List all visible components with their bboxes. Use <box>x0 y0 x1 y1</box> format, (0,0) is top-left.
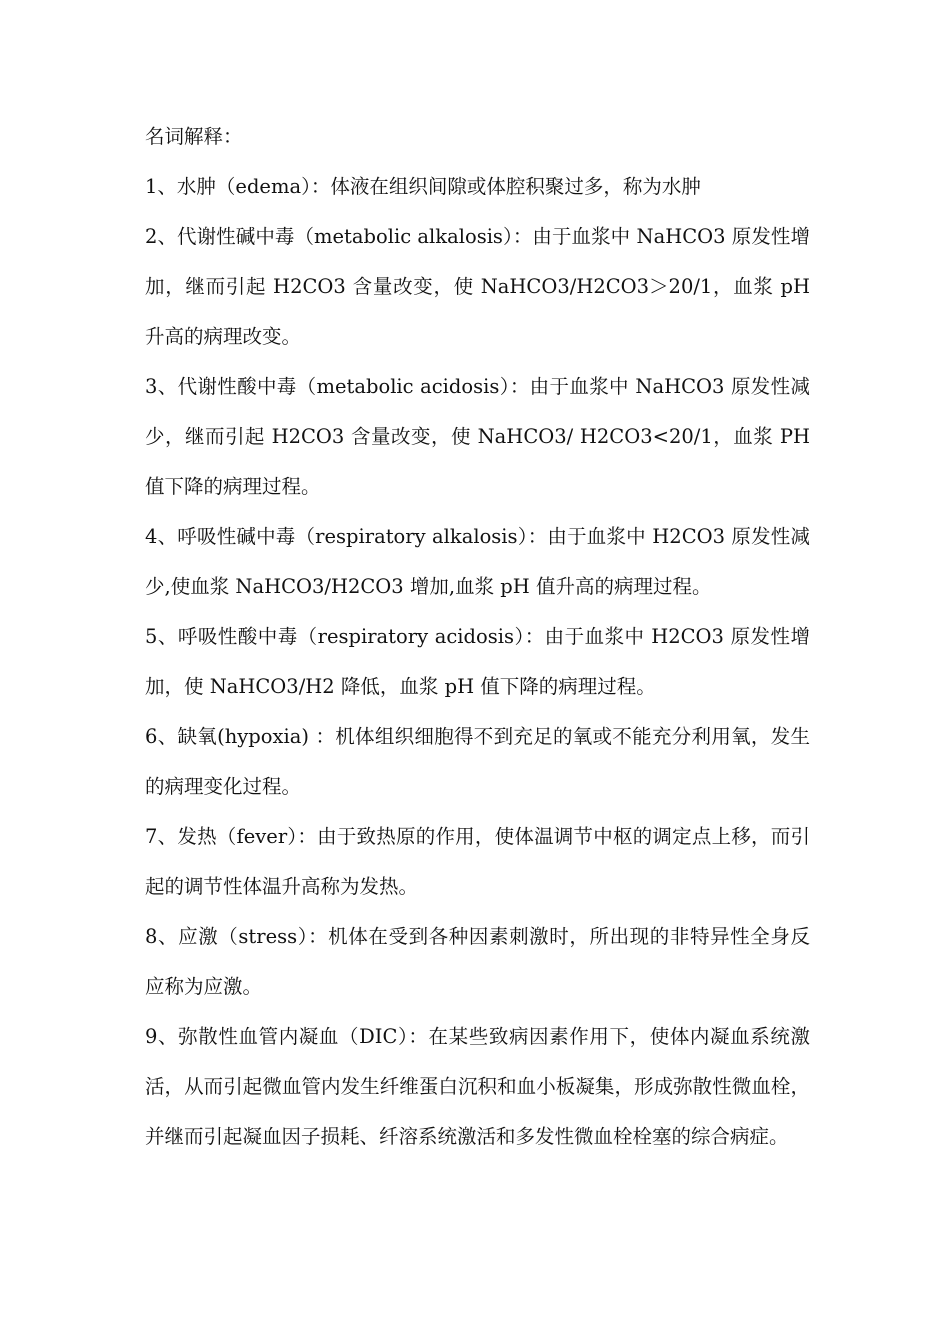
term-definition-hypoxia: 6、缺氧(hypoxia) ：机体组织细胞得不到充足的氧或不能充分利用氧，发生的病理变化过程。 <box>145 725 810 798</box>
term-definition-edema: 1、水肿（edema）：体液在组织间隙或体腔积聚过多，称为水肿 <box>145 175 701 198</box>
term-definition-respiratory-alkalosis: 4、呼吸性碱中毒（respiratory alkalosis）：由于血浆中 H2CO3 原发性减少,使血浆 NaHCO3/H2CO3 增加,血浆 pH 值升高的病理过程。 <box>145 525 810 598</box>
term-definition-metabolic-acidosis: 3、代谢性酸中毒（metabolic acidosis）：由于血浆中 NaHCO3 原发性减少，继而引起 H2CO3 含量改变，使 NaHCO3/ H2CO3<20/1，血浆 PH 值下降的病理过程。 <box>145 375 810 498</box>
term-definition-metabolic-alkalosis: 2、代谢性碱中毒（metabolic alkalosis）：由于血浆中 NaHCO3 原发性增加，继而引起 H2CO3 含量改变，使 NaHCO3/H2CO3＞20/1，血浆 pH 升高的病理改变。 <box>145 225 810 348</box>
term-definition-dic: 9、弥散性血管内凝血（DIC）：在某些致病因素作用下，使体内凝血系统激活，从而引起微血管内发生纤维蛋白沉积和血小板凝集，形成弥散性微血栓，并继而引起凝血因子损耗、纤溶系统激活和多发性微血栓栓塞的综合病症。 <box>145 1025 810 1148</box>
term-definition-respiratory-acidosis: 5、呼吸性酸中毒（respiratory acidosis）：由于血浆中 H2CO3 原发性增加，使 NaHCO3/H2 降低，血浆 pH 值下降的病理过程。 <box>145 625 810 698</box>
term-definition-stress: 8、应激（stress）：机体在受到各种因素刺激时，所出现的非特异性全身反应称为应激。 <box>145 925 810 998</box>
section-heading: 名词解释： <box>145 125 243 148</box>
term-definition-fever: 7、发热（fever）：由于致热原的作用，使体温调节中枢的调定点上移，而引起的调节性体温升高称为发热。 <box>145 825 810 898</box>
document-body <box>145 112 810 1162</box>
